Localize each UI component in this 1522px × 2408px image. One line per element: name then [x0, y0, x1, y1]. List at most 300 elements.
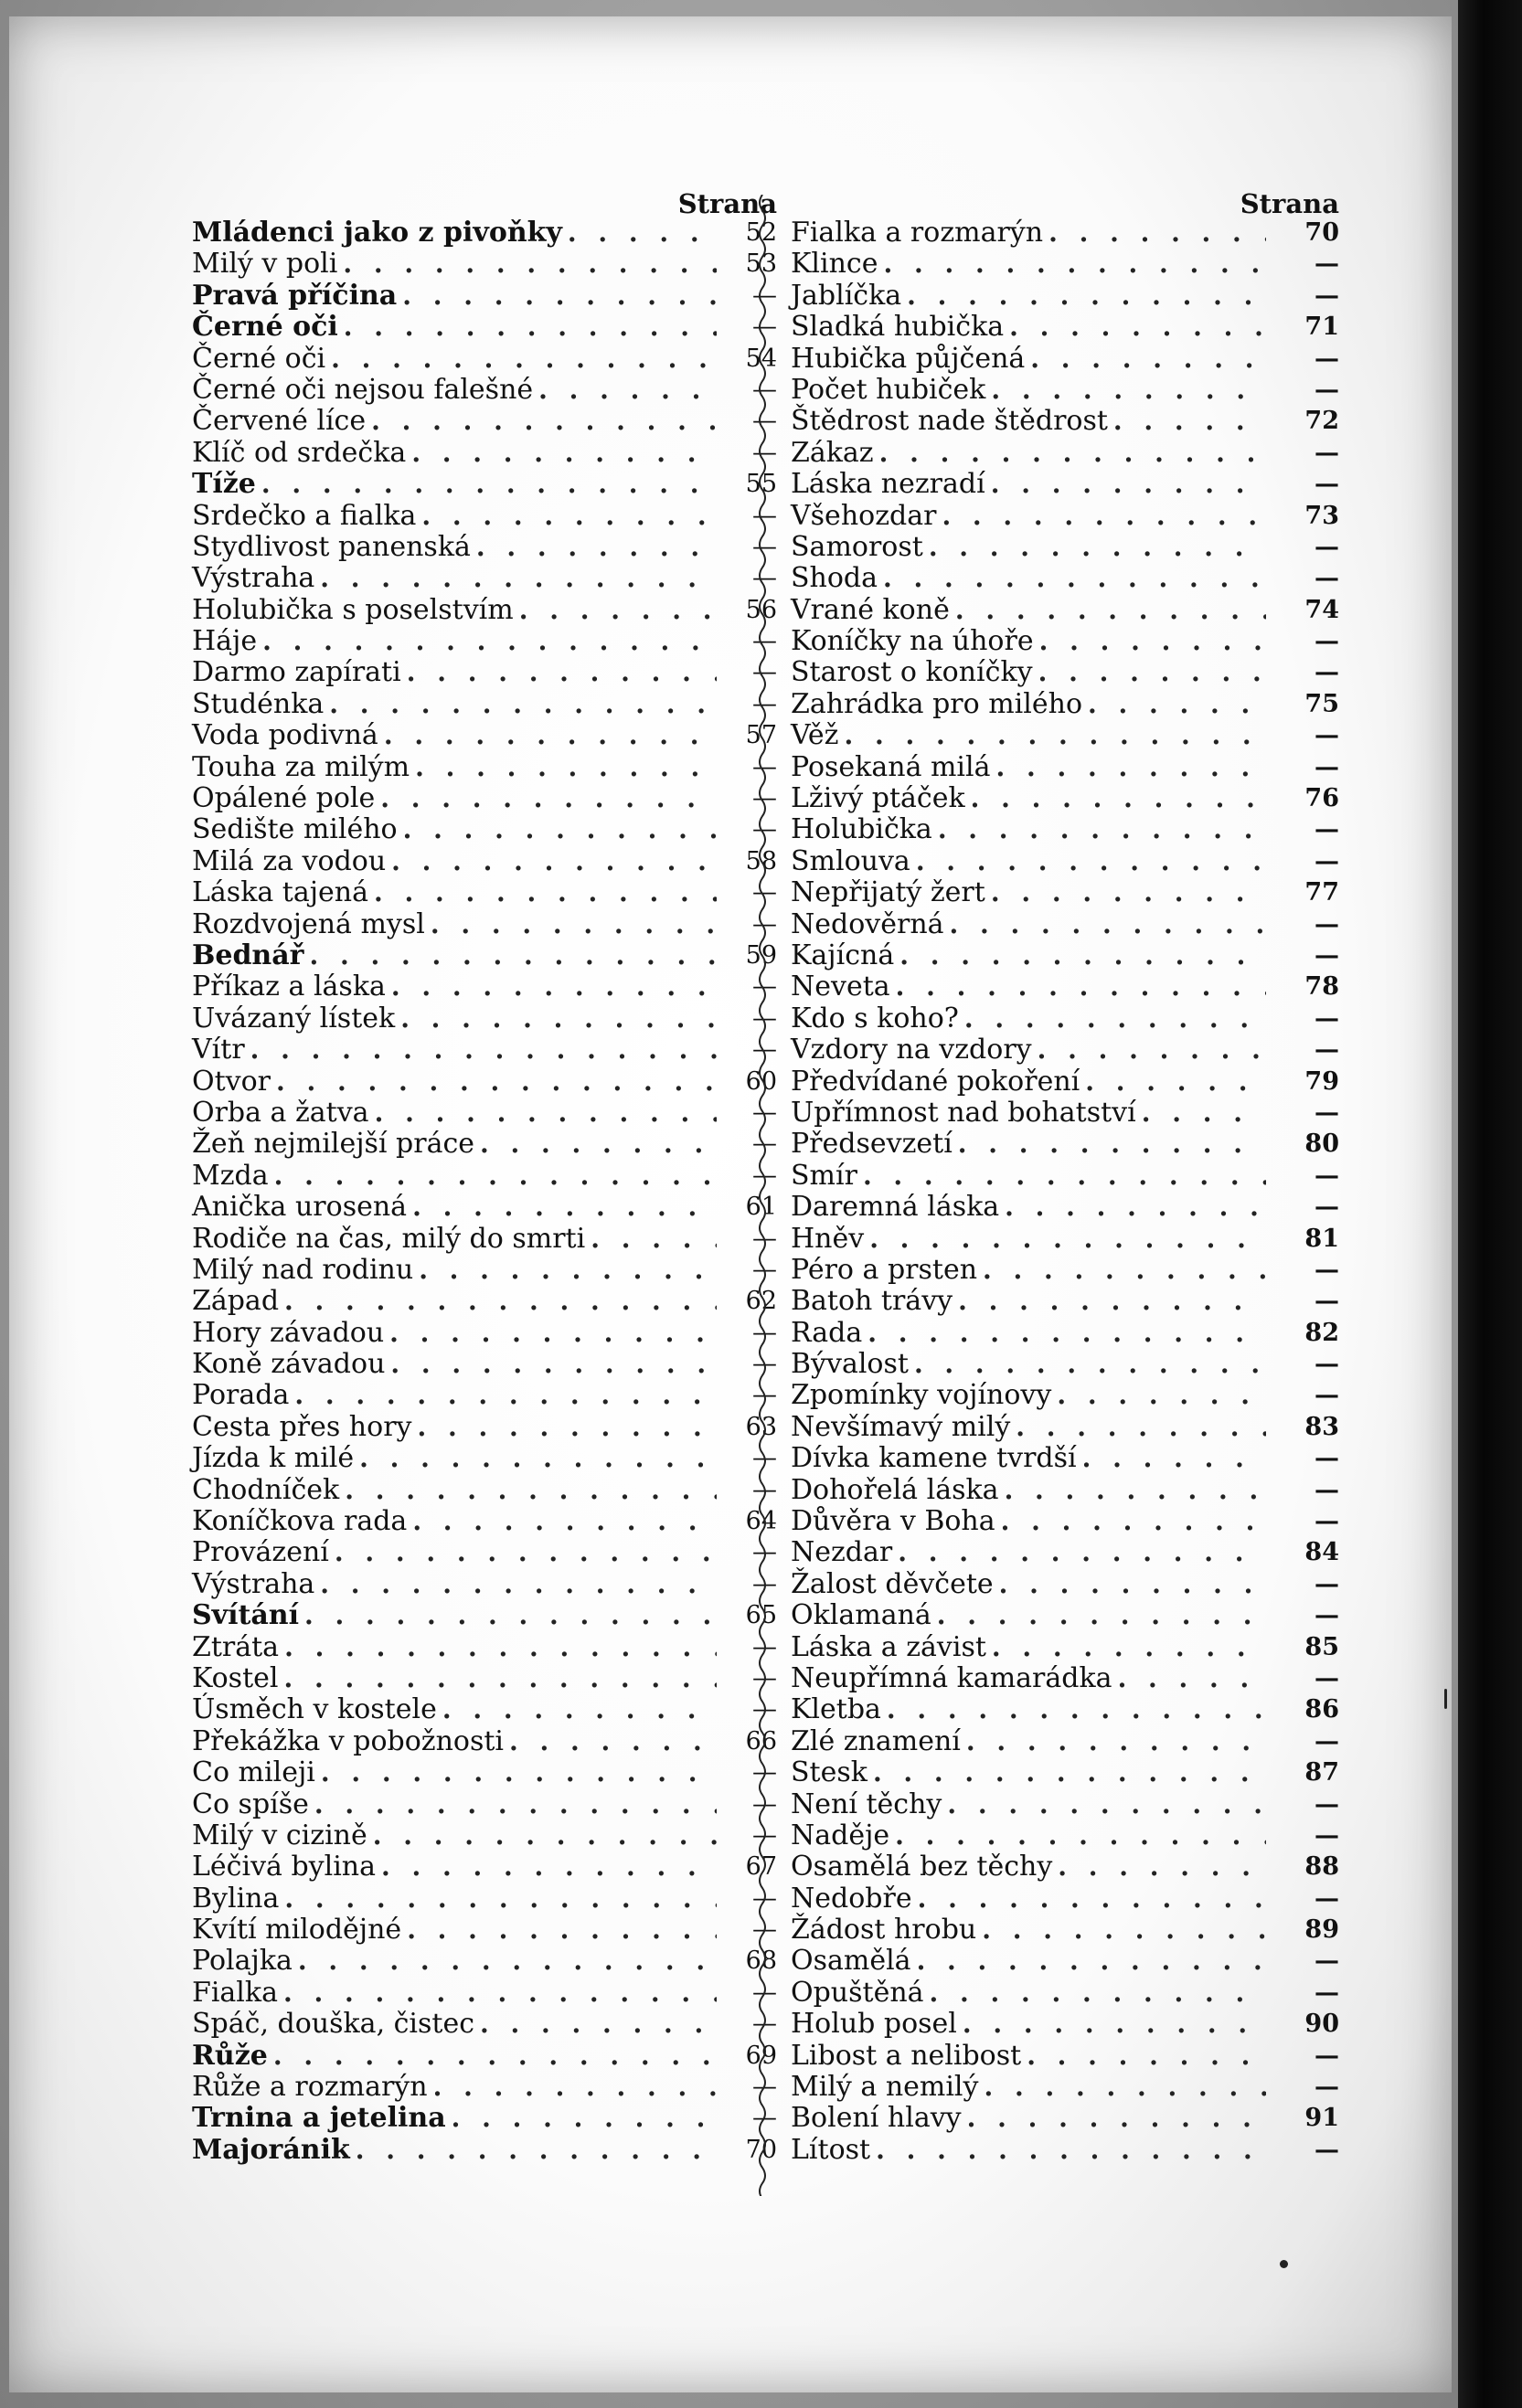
entry-title: Výstraha [192, 562, 315, 595]
toc-entry [791, 1600, 1339, 1631]
dot-leader [344, 312, 717, 343]
dot-leader [274, 1161, 717, 1192]
entry-page: — [752, 1695, 777, 1724]
dot-leader [1005, 1192, 1266, 1223]
entry-title: Kajícná [791, 939, 895, 971]
toc-entry [791, 1192, 1339, 1223]
toc-entry [791, 1978, 1339, 2009]
entry-page: — [1314, 1035, 1339, 1065]
toc-entry [791, 1946, 1339, 1977]
entry-title: Sedište milého [192, 813, 398, 846]
entry-page: 60 [745, 1066, 777, 1096]
entry-page: — [1314, 1350, 1339, 1379]
dot-leader [899, 940, 1266, 971]
entry-title: Nezdar [791, 1536, 893, 1569]
dot-leader [1085, 1066, 1266, 1098]
dot-leader [1113, 406, 1266, 437]
entry-page: — [752, 1632, 777, 1661]
toc-entry [192, 1129, 777, 1160]
toc-entry [791, 1349, 1339, 1380]
entry-title: Uvázaný lístek [192, 1002, 396, 1034]
entry-page: — [1314, 1475, 1339, 1504]
dot-leader [402, 281, 717, 312]
entry-page: 65 [745, 1601, 777, 1630]
dot-leader [359, 1443, 717, 1474]
entry-title: Opálené pole [192, 782, 376, 815]
dot-leader [412, 1192, 717, 1223]
entry-title: Studénka [192, 687, 325, 720]
dot-leader [431, 909, 717, 940]
entry-title: Milá za vodou [192, 844, 387, 877]
entry-title: Lítost [791, 2133, 871, 2166]
dot-leader [914, 1349, 1266, 1380]
dot-leader [844, 720, 1266, 751]
entry-title: Majoránik [192, 2133, 350, 2166]
dot-leader [314, 1789, 717, 1820]
toc-entry [791, 689, 1339, 720]
entry-page: — [1314, 249, 1339, 279]
dot-leader [938, 814, 1266, 845]
dot-leader [407, 1915, 717, 1946]
dot-leader [276, 1066, 717, 1098]
entry-title: Daremná láska [791, 1191, 1000, 1224]
entry-page: — [1314, 752, 1339, 781]
entry-title: Láska a závist [791, 1630, 986, 1663]
toc-entry [791, 1034, 1339, 1066]
toc-entry [192, 1380, 777, 1411]
entry-title: Osamělá bez těchy [791, 1851, 1053, 1883]
dot-leader [963, 2009, 1266, 2040]
entry-title: Stydlivost panenská [192, 530, 471, 563]
dot-leader [284, 1632, 717, 1663]
entry-page: 81 [1304, 1224, 1339, 1253]
toc-entry [192, 1820, 777, 1851]
dot-leader [873, 1757, 1266, 1788]
entry-page: — [1314, 1601, 1339, 1630]
right-column [791, 190, 1339, 2166]
entry-title: Co spíše [192, 1787, 309, 1820]
entry-title: Západ [192, 1285, 280, 1318]
dot-leader [320, 1569, 717, 1600]
entry-page: — [1314, 1883, 1339, 1913]
entry-page: — [1314, 846, 1339, 875]
entry-title: Cesta přes hory [192, 1410, 412, 1443]
entry-title: Trnina a jetelina [192, 2102, 446, 2135]
entry-title: Úsměch v kostele [192, 1693, 437, 1726]
entry-page: — [752, 909, 777, 939]
dot-leader [876, 2135, 1266, 2166]
entry-title: Vítr [192, 1034, 245, 1066]
dot-leader [371, 406, 717, 437]
scan-edge [1458, 0, 1522, 2408]
entry-title: Léčivá bylina [192, 1851, 376, 1883]
dot-leader [863, 1161, 1266, 1192]
dot-leader [918, 1883, 1266, 1915]
entry-title: Bývalost [791, 1348, 909, 1381]
dot-leader [345, 1475, 717, 1506]
toc-entry [192, 846, 777, 877]
toc-entry [192, 1506, 777, 1537]
toc-entry [192, 877, 777, 908]
dot-leader [519, 595, 717, 626]
toc-entry [192, 1224, 777, 1255]
entry-title: Smír [791, 1159, 857, 1192]
entry-title: Hubička půjčená [791, 342, 1026, 375]
entry-page: 71 [1304, 313, 1339, 342]
entry-page: — [1314, 1098, 1339, 1127]
entry-title: Zahrádka pro milého [791, 687, 1082, 720]
toc-entry [192, 595, 777, 626]
toc-entry [791, 814, 1339, 845]
entry-title: Rozdvojená mysl [192, 907, 425, 940]
dot-leader [930, 1978, 1266, 2009]
toc-entry [791, 1443, 1339, 1474]
entry-title: Upřímnost nad bohatství [791, 1096, 1136, 1129]
dot-leader [929, 532, 1266, 563]
entry-page: 88 [1304, 1852, 1339, 1882]
toc-entry [791, 249, 1339, 280]
entry-title: Porada [192, 1379, 290, 1412]
entry-page: — [1314, 1444, 1339, 1473]
left-column [192, 190, 777, 2166]
entry-title: Vzdory na vzdory [791, 1034, 1032, 1066]
entry-page: 64 [745, 1507, 777, 1536]
dot-leader [982, 1915, 1266, 1946]
toc-entry [791, 2072, 1339, 2103]
toc-entry [192, 2041, 777, 2072]
entry-page: 80 [1304, 1130, 1339, 1159]
entry-title: Černé oči nejsou falešné [192, 373, 534, 406]
toc-entry [192, 2135, 777, 2166]
entry-page: — [1314, 564, 1339, 593]
toc-entry [192, 689, 777, 720]
entry-title: Touha za milým [192, 750, 410, 783]
entry-title: Předsevzetí [791, 1128, 953, 1161]
entry-page: — [1314, 1569, 1339, 1598]
dot-leader [403, 814, 717, 845]
entry-page: — [752, 1758, 777, 1787]
toc-entry [192, 1978, 777, 2009]
toc-entry [192, 720, 777, 751]
toc-entry [192, 1632, 777, 1663]
entry-title: Milý v poli [192, 248, 338, 281]
dot-leader [1038, 657, 1266, 688]
dot-leader [983, 1255, 1266, 1286]
entry-page: 58 [745, 846, 777, 875]
toc-entry [192, 1066, 777, 1098]
entry-title: Neveta [791, 971, 890, 1003]
entry-page: — [1314, 2073, 1339, 2102]
ink-speck [1444, 1689, 1447, 1709]
dot-leader [1142, 1098, 1266, 1129]
toc-entry [192, 1161, 777, 1192]
entry-title: Samorost [791, 530, 923, 563]
entry-title: Anička urosená [192, 1191, 408, 1224]
toc-entry [791, 940, 1339, 971]
entry-page: — [1314, 1287, 1339, 1316]
toc-entry [192, 657, 777, 688]
entry-page: 83 [1304, 1412, 1339, 1441]
dot-leader [384, 720, 717, 751]
entry-page: 63 [745, 1412, 777, 1441]
dot-leader [1001, 1506, 1266, 1537]
entry-page: — [752, 1350, 777, 1379]
dot-leader [412, 1506, 717, 1537]
entry-title: Mládenci jako z pivoňky [192, 217, 562, 249]
entry-page: — [1314, 1381, 1339, 1410]
entry-page: 85 [1304, 1632, 1339, 1661]
entry-title: Koníčkova rada [192, 1505, 408, 1538]
entry-page: — [752, 407, 777, 436]
toc-entry [791, 312, 1339, 343]
entry-title: Libost a nelibost [791, 2039, 1022, 2072]
entry-title: Sladká hubička [791, 311, 1005, 344]
entry-title: Všehozdar [791, 499, 937, 532]
entry-title: Milý nad rodinu [192, 1253, 414, 1286]
entry-page: — [752, 438, 777, 467]
entry-title: Zlé znamení [791, 1724, 961, 1757]
dot-leader [411, 438, 717, 469]
toc-entry [192, 532, 777, 563]
entry-page: — [752, 972, 777, 1002]
entry-page: — [752, 1444, 777, 1473]
entry-title: Hory závadou [192, 1316, 385, 1349]
entry-page: 57 [745, 721, 777, 750]
entry-title: Neupřímná kamarádka [791, 1661, 1112, 1694]
toc-entry [192, 1098, 777, 1129]
dot-leader [273, 2041, 717, 2072]
toc-entry [192, 1600, 777, 1631]
entry-page: — [752, 1098, 777, 1127]
entry-title: Mzda [192, 1159, 269, 1192]
toc-entry [791, 1161, 1339, 1192]
entry-title: Stesk [791, 1756, 867, 1789]
column-divider [753, 195, 772, 2196]
entry-page: 75 [1304, 689, 1339, 718]
dot-leader [381, 1851, 717, 1883]
entry-page: 59 [745, 940, 777, 970]
entry-title: Oklamaná [791, 1599, 931, 1632]
entry-page: — [1314, 532, 1339, 561]
dot-leader [916, 846, 1266, 877]
dot-leader [389, 1318, 717, 1349]
entry-title: Voda podivná [192, 719, 378, 752]
toc-entry [791, 1726, 1339, 1757]
entry-title: Červené líce [192, 405, 367, 438]
entry-title: Smlouva [791, 844, 910, 877]
dot-leader [869, 1224, 1266, 1255]
dot-leader [380, 783, 717, 814]
dot-leader [958, 1286, 1266, 1317]
dot-leader [947, 1789, 1266, 1820]
toc-entry [791, 1475, 1339, 1506]
dot-leader [415, 752, 717, 783]
dot-leader [1082, 1443, 1266, 1474]
dot-leader [898, 1537, 1266, 1568]
dot-leader [283, 1978, 717, 2009]
toc-entry [791, 971, 1339, 1002]
entry-page: — [752, 1003, 777, 1033]
entry-title: Předvídané pokoření [791, 1065, 1080, 1098]
toc-entry [192, 1726, 777, 1757]
entry-page: — [752, 1663, 777, 1692]
entry-page: — [752, 1035, 777, 1065]
entry-title: Fialka [192, 1976, 278, 2009]
dot-leader [883, 563, 1266, 594]
entry-title: Orba a žatva [192, 1096, 369, 1129]
toc-entry [192, 1946, 777, 1977]
toc-entry [791, 657, 1339, 688]
dot-leader [1016, 1412, 1266, 1443]
entry-page: — [752, 375, 777, 404]
dot-leader [391, 971, 717, 1002]
toc-entry [791, 1537, 1339, 1568]
entry-title: Bylina [192, 1882, 280, 1915]
entry-title: Holubička s poselstvím [192, 593, 514, 626]
toc-entry [192, 2103, 777, 2134]
dot-leader [1118, 1663, 1266, 1694]
entry-title: Věž [791, 719, 839, 752]
entry-page: — [1314, 2041, 1339, 2070]
entry-title: Bolení hlavy [791, 2102, 962, 2135]
toc-entry [192, 2072, 777, 2103]
entry-title: Co mileji [192, 1756, 315, 1789]
toc-entry [791, 877, 1339, 908]
entry-title: Nedobře [791, 1882, 912, 1915]
entry-title: Tíže [192, 468, 256, 501]
entry-title: Spáč, douška, čistec [192, 2008, 475, 2041]
toc-entry [791, 1569, 1339, 1600]
entry-title: Pravá příčina [192, 279, 398, 312]
toc-entry [791, 1003, 1339, 1034]
dot-leader [321, 1757, 717, 1788]
dot-leader [1058, 1851, 1266, 1883]
dot-leader [1030, 344, 1266, 375]
entry-page: 73 [1304, 501, 1339, 530]
entry-page: 79 [1304, 1066, 1339, 1096]
entry-page: — [1314, 1255, 1339, 1284]
toc-entry [791, 626, 1339, 657]
toc-entry [192, 940, 777, 971]
entry-page: — [752, 1224, 777, 1253]
dot-leader [955, 595, 1266, 626]
dot-leader [329, 689, 717, 720]
paper-sheet [9, 16, 1452, 2392]
entry-page: — [1314, 344, 1339, 373]
dot-leader [568, 217, 717, 249]
dot-leader [896, 971, 1266, 1002]
toc-entry [791, 406, 1339, 437]
ink-speck [1280, 2260, 1288, 2268]
dot-leader [298, 1946, 717, 1977]
dot-leader [284, 1286, 717, 1317]
right-column-header: Strana [1240, 188, 1339, 219]
toc-entry [791, 532, 1339, 563]
entry-page: — [1314, 1978, 1339, 2007]
dot-leader [343, 249, 717, 280]
entry-title: Holub posel [791, 2008, 957, 2041]
entry-page: — [752, 2104, 777, 2133]
entry-page: — [752, 1569, 777, 1598]
entry-page: 68 [745, 1947, 777, 1976]
dot-leader [373, 1820, 717, 1851]
entry-page: — [1314, 2135, 1339, 2164]
dot-leader [942, 501, 1266, 532]
entry-title: Klince [791, 248, 878, 281]
dot-leader [999, 1569, 1266, 1600]
entry-page: — [752, 878, 777, 907]
toc-entry [791, 1851, 1339, 1883]
toc-entry [791, 1915, 1339, 1946]
entry-title: Ztráta [192, 1630, 280, 1663]
entry-title: Zpomínky vojínovy [791, 1379, 1052, 1412]
entry-page: — [1314, 1193, 1339, 1222]
dot-leader [476, 532, 717, 563]
dot-leader [356, 2135, 717, 2166]
entry-page: — [1314, 1161, 1339, 1190]
entry-page: — [752, 1978, 777, 2007]
entry-page: — [752, 313, 777, 342]
entry-page: — [752, 815, 777, 844]
dot-leader [250, 1034, 717, 1066]
entry-page: — [752, 1915, 777, 1945]
dot-leader [887, 1694, 1266, 1725]
entry-page: 70 [745, 2135, 777, 2164]
dot-leader [984, 2072, 1266, 2103]
toc-entry [192, 1569, 777, 1600]
toc-entry [791, 909, 1339, 940]
entry-title: Koně závadou [192, 1348, 386, 1381]
entry-page: — [1314, 1003, 1339, 1033]
entry-page: — [752, 784, 777, 813]
toc-entry [791, 1224, 1339, 1255]
entry-title: Svítání [192, 1599, 299, 1632]
entry-page: — [752, 1318, 777, 1347]
toc-entry [791, 1255, 1339, 1286]
toc-entry [791, 563, 1339, 594]
entry-page: — [752, 1255, 777, 1284]
toc-entry [791, 1820, 1339, 1851]
toc-entry [192, 501, 777, 532]
entry-title: Láska nezradí [791, 468, 985, 501]
toc-entry [791, 344, 1339, 375]
toc-entry [791, 1663, 1339, 1694]
entry-title: Růže a rozmarýn [192, 2071, 428, 2104]
entry-title: Černé oči [192, 342, 326, 375]
toc-entry [791, 595, 1339, 626]
dot-leader [374, 877, 717, 908]
toc-entry [791, 1506, 1339, 1537]
entry-page: 53 [745, 249, 777, 279]
entry-title: Rodiče na čas, milý do smrti [192, 1222, 586, 1255]
left-entry-list [192, 217, 777, 2166]
dot-leader [433, 2072, 717, 2103]
entry-page: 78 [1304, 972, 1339, 1002]
entry-title: Překážka v pobožnosti [192, 1724, 505, 1757]
dot-leader [262, 626, 717, 657]
entry-title: Háje [192, 625, 258, 658]
toc-entry [192, 1537, 777, 1568]
entry-title: Štědrost nade štědrost [791, 405, 1108, 438]
toc-entry [791, 2103, 1339, 2134]
entry-title: Batoh trávy [791, 1285, 953, 1318]
entry-page: — [752, 1161, 777, 1190]
toc-entry [192, 971, 777, 1002]
entry-page: — [1314, 1507, 1339, 1536]
toc-entry [192, 1192, 777, 1223]
entry-title: Opuštěná [791, 1976, 924, 2009]
entry-page: 62 [745, 1287, 777, 1316]
